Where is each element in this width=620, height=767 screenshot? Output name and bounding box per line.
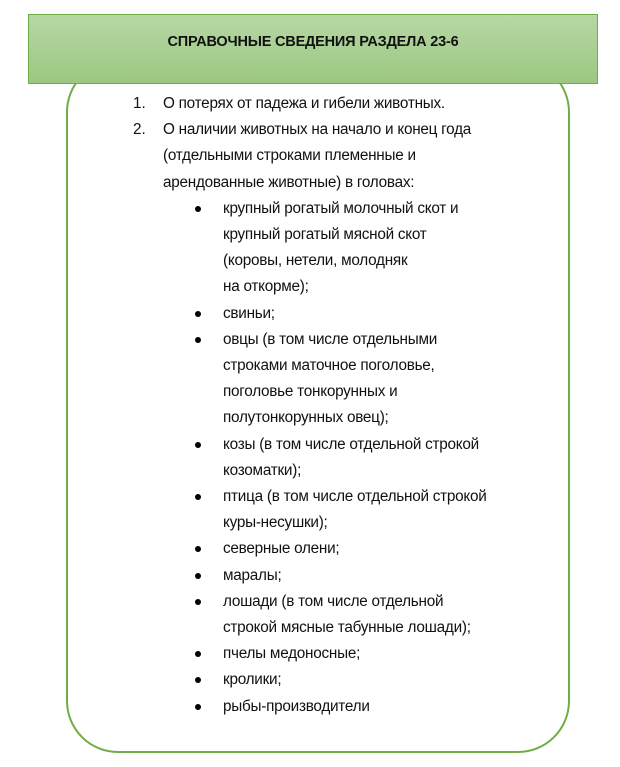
bullet-item-text: птица (в том числе отдельной строкой	[223, 488, 487, 505]
bullet-icon	[195, 494, 201, 500]
bullet-item-text: куры-несушки);	[223, 514, 328, 532]
bullet-item-text: маралы;	[223, 566, 282, 584]
bullet-item-text: овцы (в том числе отдельными	[223, 330, 438, 348]
bullet-item-text: пчелы медоносные;	[223, 645, 361, 663]
bullet-item-text: козоматки);	[223, 461, 302, 479]
list-item-text: О наличии животных на начало и конец года	[163, 121, 472, 139]
bullet-item-text: поголовье тонкорунных и	[223, 383, 398, 401]
bullet-item-text: северные олени;	[223, 540, 340, 558]
section-header	[28, 14, 598, 84]
section-title: СПРАВОЧНЫЕ СВЕДЕНИЯ РАЗДЕЛА 23-6	[167, 34, 459, 50]
list-number: 1.	[133, 95, 146, 112]
bullet-item-text: свиньи;	[223, 304, 275, 322]
bullet-item-text: полутонкорунных овец);	[223, 409, 389, 427]
bullet-icon	[195, 337, 201, 343]
bullet-icon	[195, 311, 201, 317]
list-item-text: О потерях от падежа и гибели животных.	[163, 95, 445, 112]
bullet-icon	[195, 704, 201, 710]
bullet-item-text: рыбы-производители	[223, 697, 370, 715]
bullet-icon	[195, 206, 201, 212]
bullet-item-text: крупный рогатый молочный скот и	[223, 199, 459, 217]
list-item-text: арендованные животные) в головах:	[163, 173, 415, 191]
bullet-item-text: козы (в том числе отдельной строкой	[223, 435, 479, 453]
list-item-text: (отдельными строками племенные и	[163, 147, 416, 165]
bullet-item-text: строками маточное поголовье,	[223, 357, 435, 374]
bullet-icon	[195, 573, 201, 579]
bullet-item-text: кролики;	[223, 671, 282, 689]
bullet-icon	[195, 599, 201, 605]
bullet-item-text: крупный рогатый мясной скот	[223, 226, 427, 243]
bullet-item-text: строкой мясные табунные лошади);	[223, 619, 471, 636]
list-number: 2.	[133, 121, 146, 139]
bullet-icon	[195, 442, 201, 448]
bullet-item-text: на откорме);	[223, 278, 309, 296]
bullet-item-text: (коровы, нетели, молодняк	[223, 252, 408, 270]
bullet-item-text: лошади (в том числе отдельной	[223, 592, 444, 610]
